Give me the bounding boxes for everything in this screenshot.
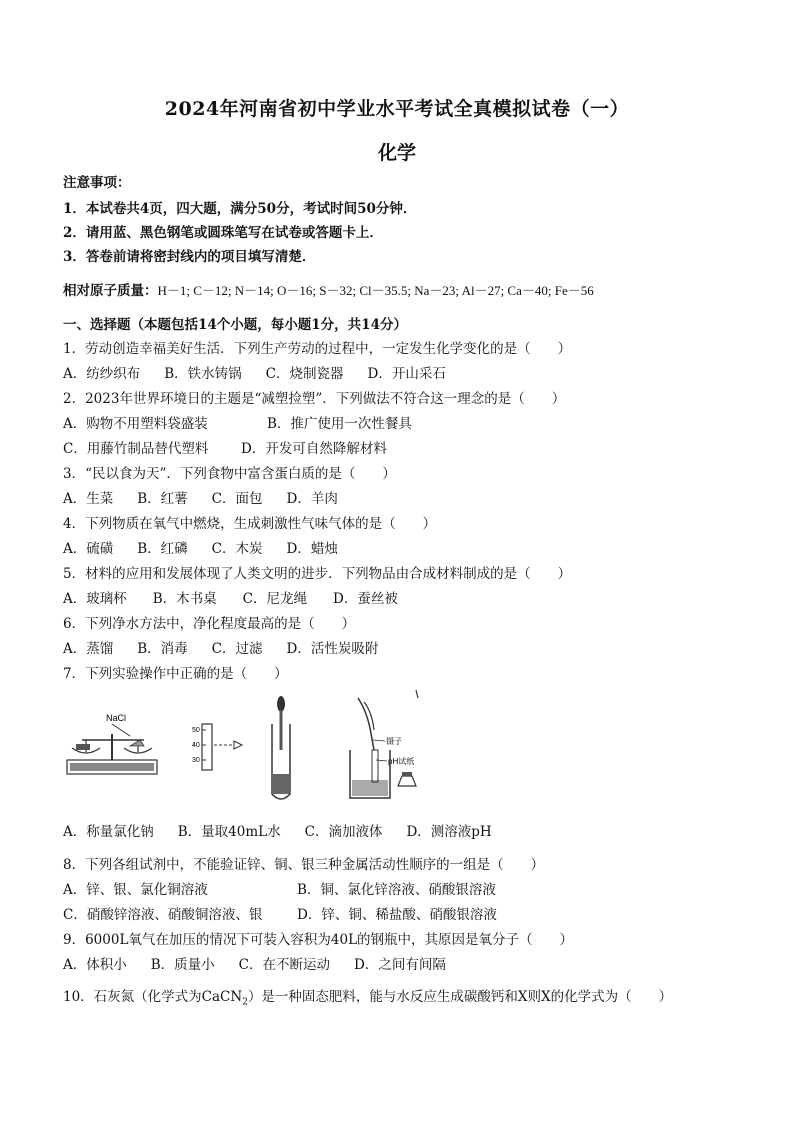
- question-stem: 7．下列实验操作中正确的是（ ）: [63, 666, 288, 682]
- option[interactable]: C．过滤: [211, 641, 263, 657]
- tweezers-label: 镊子: [386, 737, 402, 746]
- question-options: [63, 490, 338, 508]
- option[interactable]: C．在不断运动: [238, 957, 331, 973]
- question-options: [63, 881, 496, 899]
- question-options: [63, 365, 446, 383]
- question-stem: [63, 988, 672, 1012]
- question-options: [63, 415, 412, 433]
- option[interactable]: A．玻璃杯: [63, 591, 127, 607]
- nacl-label: NaCl: [106, 713, 127, 723]
- question-stem: 4．下列物质在氧气中燃烧，生成刺激性气味气体的是（ ）: [63, 516, 437, 532]
- option[interactable]: B．木书桌: [152, 591, 217, 607]
- tick-label: 50: [192, 727, 200, 734]
- option[interactable]: A．体积小: [63, 957, 127, 973]
- option[interactable]: D．羊肉: [286, 491, 338, 507]
- option[interactable]: B．红薯: [137, 491, 188, 507]
- option[interactable]: D．开发可自然降解材料: [241, 441, 387, 457]
- question-stem: 1．劳动创造幸福美好生活．下列生产劳动的过程中，一定发生化学变化的是（ ）: [63, 341, 572, 357]
- dropper-figure: [266, 694, 296, 804]
- option[interactable]: A．纺纱织布: [63, 366, 141, 382]
- option[interactable]: D．锌、铜、稀盐酸、硝酸银溶液: [297, 907, 497, 923]
- question-stem: 6．下列净水方法中，净化程度最高的是（ ）: [63, 616, 356, 632]
- option[interactable]: A．称量氯化钠: [63, 824, 154, 840]
- notice-heading: 注意事项：: [63, 175, 131, 191]
- atomic-mass-label: 相对原子质量：: [63, 283, 158, 299]
- section-heading: 一、选择题（本题包括14个小题，每小题1分，共14分）: [63, 317, 407, 333]
- option[interactable]: D．活性炭吸附: [286, 641, 379, 657]
- question-options: [63, 956, 446, 974]
- option[interactable]: B．量取40mL水: [177, 824, 281, 840]
- notice-item: 1．本试卷共4页，四大题，满分50分，考试时间50分钟．: [63, 201, 417, 217]
- option[interactable]: D．蜡烛: [286, 541, 338, 557]
- atomic-mass-values: H－1; C－12; N－14; O－16; S－32; Cl－35.5; Na－23; Al－27; Ca－40; Fe－56: [157, 283, 594, 298]
- option[interactable]: A．硫磺: [63, 541, 114, 557]
- question-options: [63, 640, 378, 658]
- option[interactable]: C．尼龙绳: [242, 591, 308, 607]
- option[interactable]: A．锌、银、氯化铜溶液: [63, 882, 208, 898]
- question-options: [63, 823, 492, 841]
- question-options: [63, 590, 398, 608]
- question-stem: 2．2023年世界环境日的主题是“减塑捡塑”．下列做法不符合这一理念的是（ ）: [63, 391, 566, 407]
- option[interactable]: D．开山采石: [367, 366, 446, 382]
- ph-test-figure: [340, 690, 430, 800]
- subscript: 2: [242, 997, 248, 1008]
- ph-paper-label: pH试纸: [388, 757, 415, 766]
- option[interactable]: D．蚕丝被: [333, 591, 398, 607]
- option[interactable]: B．推广使用一次性餐具: [267, 416, 412, 432]
- option[interactable]: D．之间有间隔: [354, 957, 446, 973]
- option[interactable]: A．蒸馏: [63, 641, 114, 657]
- option[interactable]: C．烧制瓷器: [265, 366, 344, 382]
- notice-item: 3．答卷前请将密封线内的项目填写清楚．: [63, 249, 316, 265]
- question-options: [63, 906, 497, 924]
- option[interactable]: B．消毒: [137, 641, 188, 657]
- question-stem: 5．材料的应用和发展体现了人类文明的进步．下列物品由合成材料制成的是（ ）: [63, 566, 572, 582]
- notice-item: 2．请用蓝、黑色钢笔或圆珠笔写在试卷或答题卡上．: [63, 225, 383, 241]
- balance-figure: [62, 708, 162, 778]
- option[interactable]: B．红磷: [137, 541, 188, 557]
- option[interactable]: C．硝酸锌溶液、硝酸铜溶液、银: [63, 907, 263, 923]
- stem-text: ）是一种固态肥料，能与水反应生成碳酸钙和X则X的化学式为（ ）: [247, 989, 673, 1005]
- option[interactable]: A．生菜: [63, 491, 114, 507]
- question-options: [63, 440, 387, 458]
- stem-text: 10．石灰氮（化学式为CaCN: [63, 989, 243, 1005]
- subject-title: 化学: [377, 142, 416, 164]
- question-options: [63, 540, 338, 558]
- question-stem: 9．6000L氧气在加压的情况下可装入容积为40L的钢瓶中，其原因是氧分子（ ）: [63, 932, 574, 948]
- option[interactable]: B．质量小: [150, 957, 215, 973]
- option[interactable]: D．测溶液pH: [406, 824, 492, 840]
- question-stem: 3．“民以食为天”．下列食物中富含蛋白质的是（ ）: [63, 466, 396, 482]
- question-stem: 8．下列各组试剂中，不能验证锌、铜、银三种金属活动性顺序的一组是（ ）: [63, 857, 545, 873]
- option[interactable]: C．木炭: [211, 541, 263, 557]
- option[interactable]: C．滴加液体: [304, 824, 383, 840]
- option[interactable]: A．购物不用塑料袋盛装: [63, 416, 208, 432]
- tick-label: 30: [192, 757, 200, 764]
- option[interactable]: C．面包: [211, 491, 263, 507]
- option[interactable]: B．铁水铸锅: [164, 366, 242, 382]
- page-title: 2024年河南省初中学业水平考试全真模拟试卷（一）: [164, 98, 630, 120]
- option[interactable]: C．用藤竹制品替代塑料: [63, 441, 209, 457]
- option[interactable]: B．铜、氯化锌溶液、硝酸银溶液: [297, 882, 496, 898]
- tick-label: 40: [192, 742, 200, 749]
- cylinder-figure: [190, 722, 250, 772]
- atomic-mass-line: [63, 282, 594, 300]
